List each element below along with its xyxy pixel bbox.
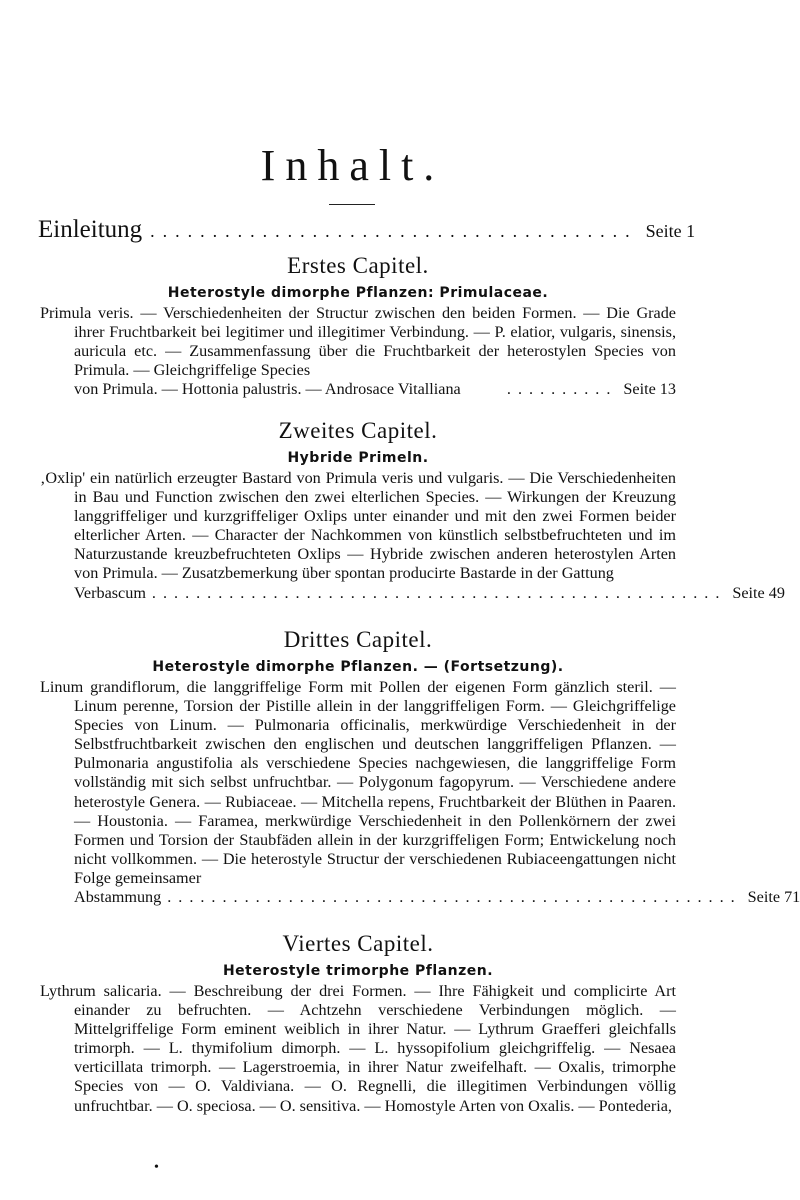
chapter-4 bbox=[40, 928, 676, 1116]
chapter-last-text: von Primula. — Hottonia palustris. — Androsace Vitalliana bbox=[74, 380, 461, 399]
chapter-last-line bbox=[40, 380, 676, 399]
chapter-1 bbox=[40, 250, 676, 399]
chapter-heading: Zweites Capitel. bbox=[278, 418, 438, 443]
chapter-2 bbox=[40, 415, 785, 603]
chapter-summary-text: ‚Oxlip' ein natürlich erzeugter Bastard von Primula veris und vulgaris. — Die Verschiedenheiten in Bau und Function zwischen den zwei elterlichen Species. — Wirkungen der Kreuzung langgriffeliger und kurzgriffeliger Oxlips unter einander und mit den zwei Formen beider elterlicher Arten. — Character der Nachkommen von künstlich selbstbefruchteten und im Naturzustande kreuzbefruchteten Oxlips — Hybride zwischen anderen heterostylen Arten von Primula. — Zusatzbemerkung über spontan producirte Bastarde in der Gattung bbox=[40, 469, 676, 583]
chapter-subtitle: Heterostyle dimorphe Pflanzen. — (Fortsetzung). bbox=[152, 659, 564, 675]
chapter-summary-text: Primula veris. — Verschiedenheiten der Structur zwischen den beiden Formen. — Die Grade ihrer Fruchtbarkeit bei legitimer und illegitimer Verbindung. — P. elatior, vulgaris, sinensis, auricula etc. — Zusammenfassung über die Fruchtbarkeit der heterostylen Species von Primula. — Gleichgriffelige Species bbox=[40, 304, 676, 380]
chapter-summary bbox=[40, 469, 676, 584]
introduction-page: Seite 1 bbox=[645, 221, 696, 241]
introduction-label: Einleitung bbox=[38, 216, 143, 243]
chapter-summary-text: Linum grandiflorum, die langgriffelige Form mit Pollen der eigenen Form gänzlich steril. — Linum perenne, Torsion der Pistille allein in der langgriffeligen Form. — Gleichgriffelige Species von Linum. — Pulmonaria officinalis, merkwürdige Verschiedenheit in der Selbstfruchtbarkeit zwischen den englischen und deutschen langgriffeligen Pflanzen. — Pulmonaria angustifolia als verschiedene Species nachgewiesen, die langgriffelige Form vollständig mit sich selbst unfruchtbar. — Polygonum fagopyrum. — Verschiedene andere heterostyle Genera. — Rubiaceae. — Mitchella repens, Fruchtbarkeit der Blüthen in Paaren. — Houstonia. — Faramea, merkwürdige Verschiedenheit in den Pollenkörnern der zwei Formen und Torsion der Staubfäden allein in der kurzgriffeligen Form; Entwickelung noch nicht vollkommen. — Die heterostyle Structur der verschiedenen Rubiaceengattungen nicht Folge gemeinsamer bbox=[40, 678, 676, 887]
leader-dots: .......... bbox=[506, 380, 618, 399]
title-rule bbox=[329, 204, 375, 205]
leader-dots: .................................................... bbox=[151, 583, 727, 602]
chapter-summary bbox=[40, 304, 676, 380]
leader-dots: ....................................... bbox=[150, 221, 638, 241]
page-mark: • bbox=[154, 1160, 159, 1175]
chapter-subtitle: Hybride Primeln. bbox=[287, 450, 429, 466]
chapter-last-line bbox=[40, 888, 800, 907]
chapter-heading: Drittes Capitel. bbox=[283, 627, 433, 652]
chapter-3 bbox=[40, 624, 800, 907]
chapter-summary bbox=[40, 982, 676, 1116]
chapter-page: Seite 13 bbox=[623, 380, 676, 399]
chapter-last-text: Abstammung bbox=[74, 888, 162, 907]
chapter-heading: Erstes Capitel. bbox=[287, 253, 429, 278]
chapter-subtitle: Heterostyle dimorphe Pflanzen: Primulaceae. bbox=[167, 285, 549, 301]
chapter-summary-text: Lythrum salicaria. — Beschreibung der drei Formen. — Ihre Fähigkeit und complicirte Art einander zu befruchten. — Achtzehn verschiedene Verbindungen möglich. — Mittelgriffelige Form eminent weiblich in ihrer Natur. — Lythrum Graefferi gleichfalls trimorph. — L. thymifolium dimorph. — L. hyssopifolium gleichgriffelig. — Nesaea verticillata trimorph. — Lagerstroemia, in ihrer Natur zweifelhaft. — Oxalis, trimorphe Species von — O. Valdiviana. — O. Regnelli, die illegitimen Verbindungen völlig unfruchtbar. — O. speciosa. — O. sensitiva. — Homostyle Arten von Oxalis. — Pontederia, bbox=[40, 982, 676, 1115]
page-title: Inhalt. bbox=[260, 141, 445, 190]
chapter-last-text: Verbascum bbox=[74, 583, 146, 602]
leader-dots: .................................................... bbox=[167, 888, 742, 907]
toc-entry-introduction bbox=[38, 216, 696, 244]
chapter-subtitle: Heterostyle trimorphe Pflanzen. bbox=[222, 963, 494, 979]
chapter-page: Seite 49 bbox=[732, 583, 785, 602]
chapter-heading: Viertes Capitel. bbox=[282, 931, 434, 956]
chapter-summary bbox=[40, 678, 676, 888]
chapter-last-line bbox=[40, 583, 785, 603]
chapter-page: Seite 71 bbox=[747, 888, 800, 907]
